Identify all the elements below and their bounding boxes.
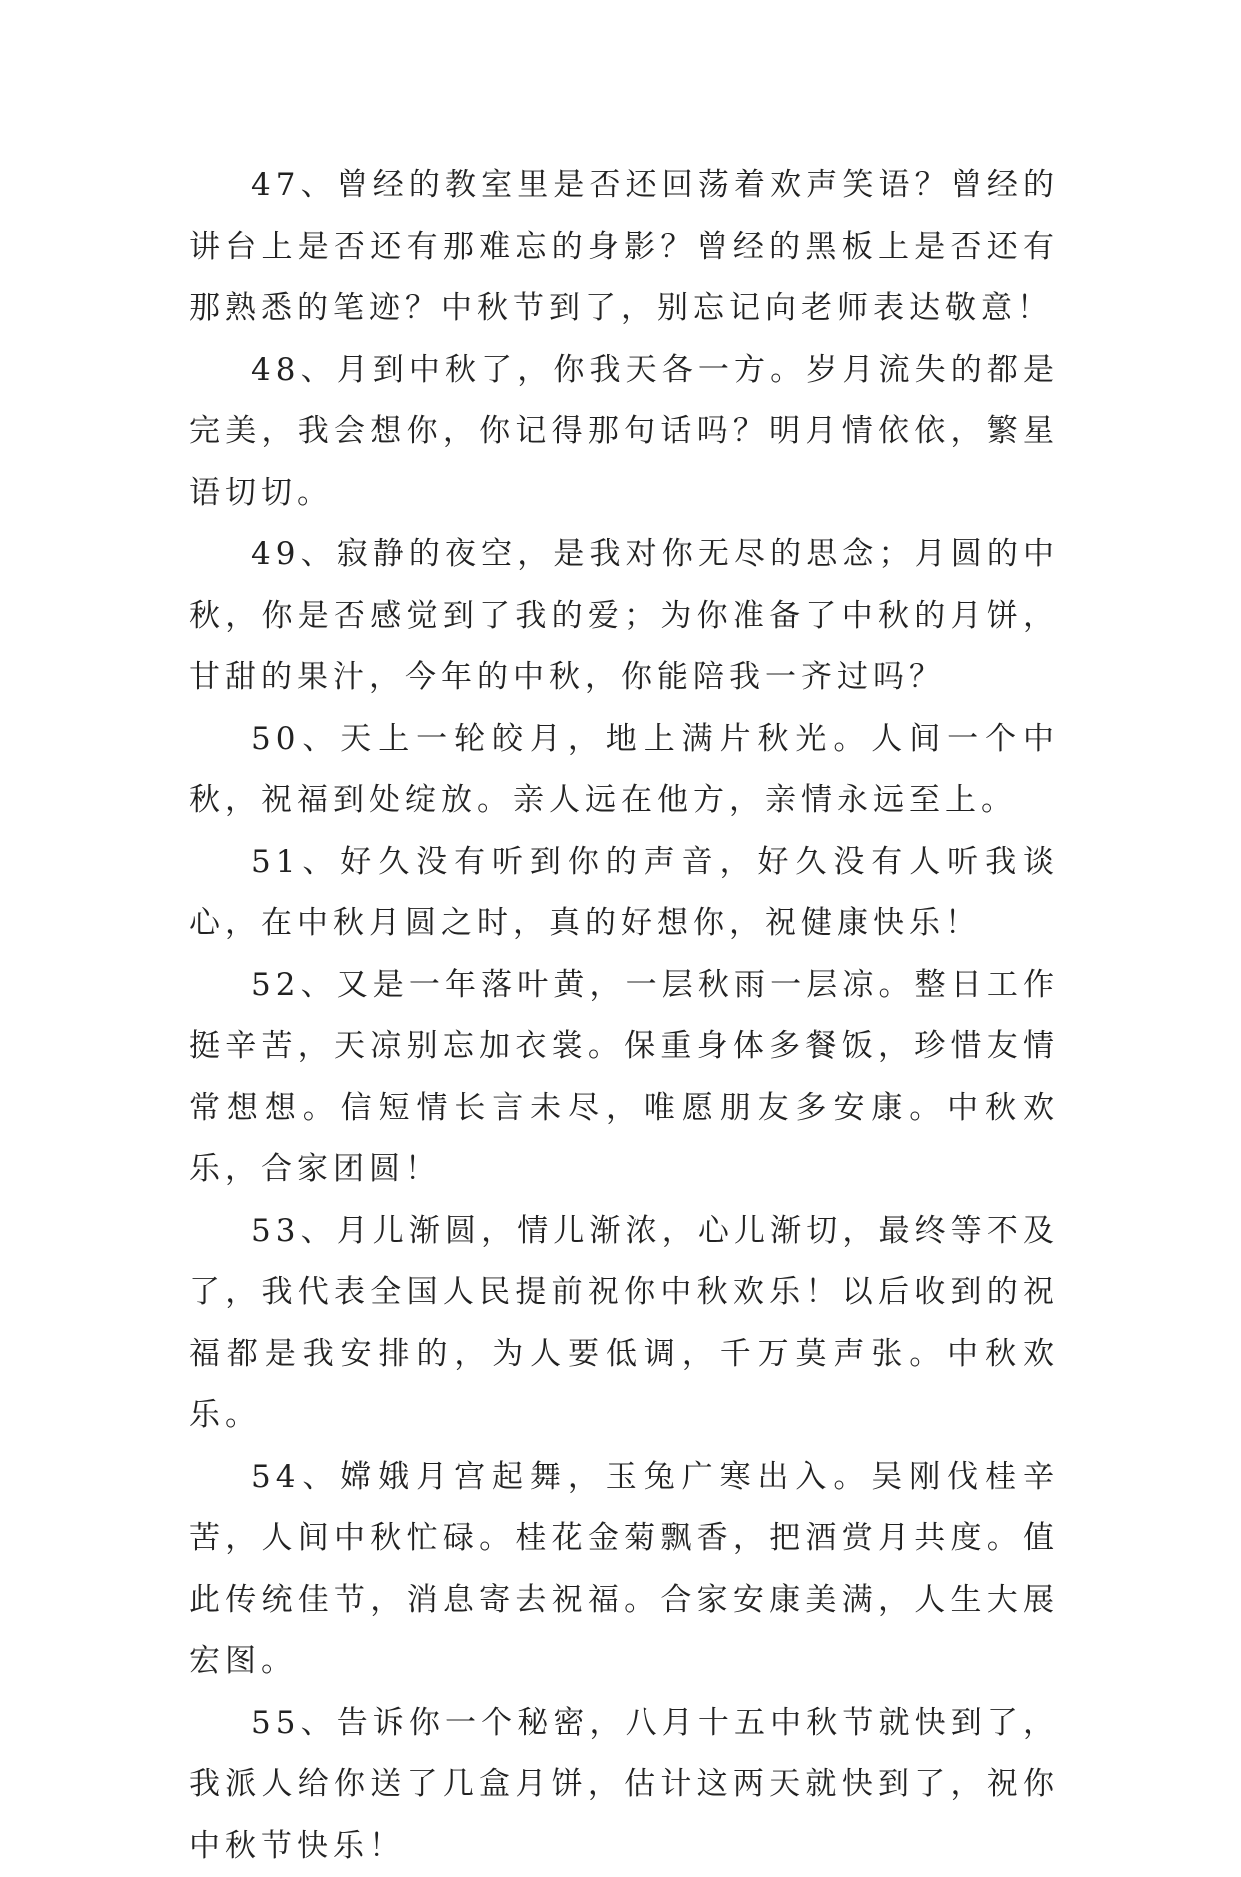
paragraph-48: 48、月到中秋了，你我天各一方。岁月流失的都是完美，我会想你，你记得那句话吗？明月情依依，繁星语切切。: [189, 340, 1059, 525]
paragraph-54: 54、嫦娥月宫起舞，玉兔广寒出入。吴刚伐桂辛苦，人间中秋忙碌。桂花金菊飘香，把酒赏月共度。值此传统佳节，消息寄去祝福。合家安康美满，人生大展宏图。: [189, 1447, 1059, 1693]
paragraph-52: 52、又是一年落叶黄，一层秋雨一层凉。整日工作挺辛苦，天凉别忘加衣裳。保重身体多餐饭，珍惜友情常想想。信短情长言未尽，唯愿朋友多安康。中秋欢乐，合家团圆！: [189, 955, 1059, 1201]
paragraph-47: 47、曾经的教室里是否还回荡着欢声笑语？曾经的讲台上是否还有那难忘的身影？曾经的黑板上是否还有那熟悉的笔迹？中秋节到了，别忘记向老师表达敬意！: [189, 155, 1059, 340]
paragraph-51: 51、好久没有听到你的声音，好久没有人听我谈心，在中秋月圆之时，真的好想你，祝健康快乐！: [189, 832, 1059, 955]
paragraph-49: 49、寂静的夜空，是我对你无尽的思念；月圆的中秋，你是否感觉到了我的爱；为你准备了中秋的月饼，甘甜的果汁，今年的中秋，你能陪我一齐过吗？: [189, 524, 1059, 709]
paragraph-53: 53、月儿渐圆，情儿渐浓，心儿渐切，最终等不及了，我代表全国人民提前祝你中秋欢乐！以后收到的祝福都是我安排的，为人要低调，千万莫声张。中秋欢乐。: [189, 1201, 1059, 1447]
paragraph-55: 55、告诉你一个秘密，八月十五中秋节就快到了，我派人给你送了几盒月饼，估计这两天就快到了，祝你中秋节快乐！: [189, 1693, 1059, 1877]
paragraph-50: 50、天上一轮皎月，地上满片秋光。人间一个中秋，祝福到处绽放。亲人远在他方，亲情永远至上。: [189, 709, 1059, 832]
document-body: [189, 155, 1059, 1877]
